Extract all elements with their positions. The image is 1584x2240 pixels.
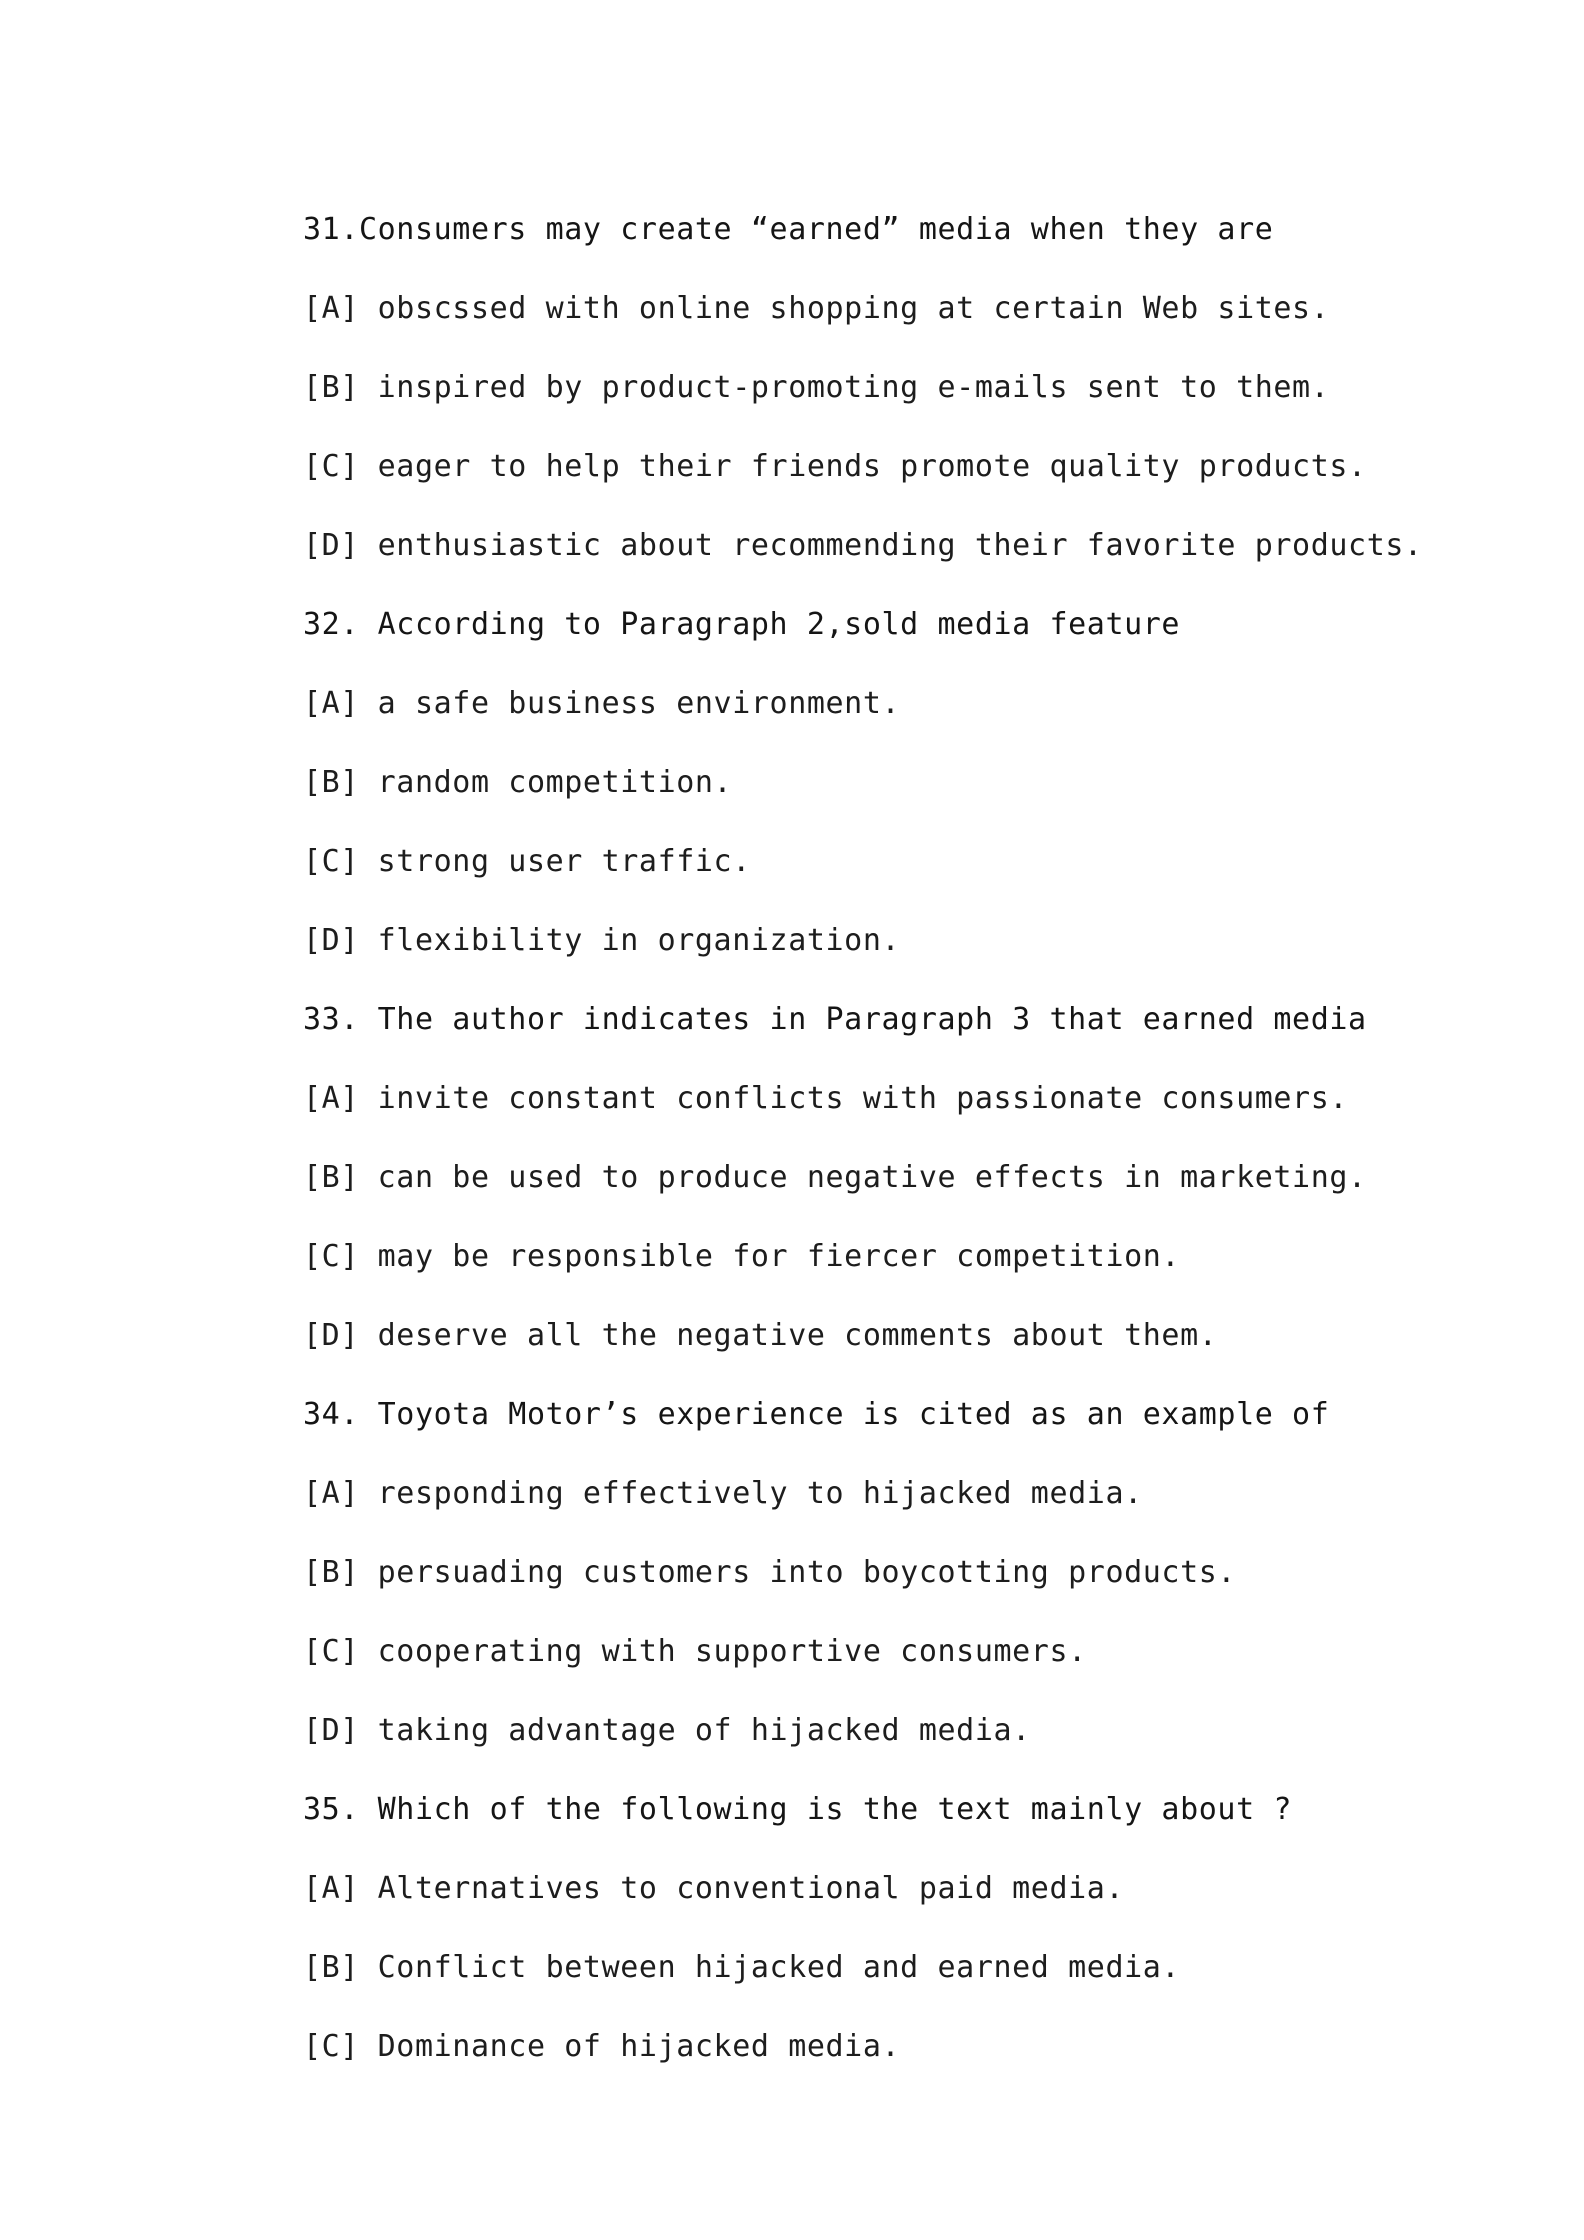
option-a: [A] Alternatives to conventional paid media. — [303, 1871, 1125, 1906]
option-a: [A] responding effectively to hijacked media. — [303, 1476, 1143, 1511]
option-a: [A] obscssed with online shopping at certain Web sites. — [303, 291, 1330, 326]
option-c: [C] may be responsible for fiercer competition. — [303, 1239, 1181, 1274]
question-33 — [303, 980, 1503, 1375]
option-a: [A] invite constant conflicts with passionate consumers. — [303, 1081, 1349, 1116]
option-b: [B] random competition. — [303, 765, 733, 800]
option-c: [C] Dominance of hijacked media. — [303, 2029, 901, 2064]
option-b: [B] inspired by product-promoting e-mails sent to them. — [303, 370, 1330, 405]
question-stem: 31.Consumers may create “earned” media when they are — [303, 212, 1274, 247]
option-d: [D] taking advantage of hijacked media. — [303, 1713, 1031, 1748]
question-35 — [303, 1770, 1503, 2086]
option-c: [C] eager to help their friends promote quality products. — [303, 449, 1367, 484]
option-d: [D] flexibility in organization. — [303, 923, 901, 958]
question-stem: 34. Toyota Motor’s experience is cited as an example of — [303, 1397, 1330, 1432]
option-b: [B] Conflict between hijacked and earned media. — [303, 1950, 1181, 1985]
option-a: [A] a safe business environment. — [303, 686, 901, 721]
question-stem: 32. According to Paragraph 2,sold media feature — [303, 607, 1181, 642]
option-d: [D] enthusiastic about recommending their favorite products. — [303, 528, 1423, 563]
option-c: [C] cooperating with supportive consumers. — [303, 1634, 1087, 1669]
option-c: [C] strong user traffic. — [303, 844, 751, 879]
question-32 — [303, 585, 1503, 980]
question-stem: 33. The author indicates in Paragraph 3 that earned media — [303, 1002, 1367, 1037]
exam-page — [303, 190, 1503, 2086]
question-stem: 35. Which of the following is the text mainly about ? — [303, 1792, 1293, 1827]
option-b: [B] persuading customers into boycotting products. — [303, 1555, 1237, 1590]
question-34 — [303, 1375, 1503, 1770]
option-b: [B] can be used to produce negative effects in marketing. — [303, 1160, 1367, 1195]
question-31 — [303, 190, 1503, 585]
option-d: [D] deserve all the negative comments about them. — [303, 1318, 1218, 1353]
